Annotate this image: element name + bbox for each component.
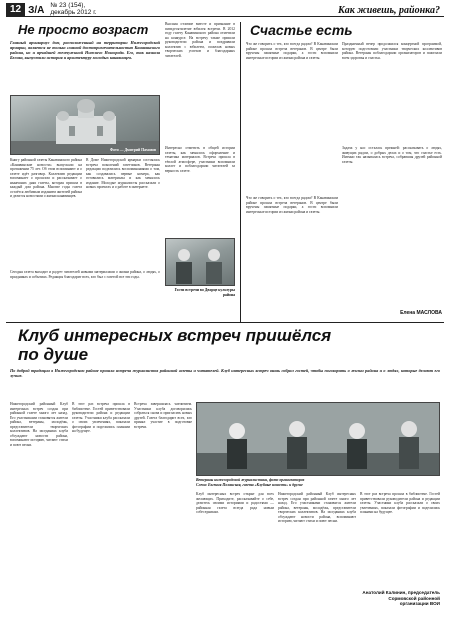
article-body-column: Что же говорить о тех, кто всегда рядом? В Канавинском районе прошла встреча ветеранов. В центре были вручены памятные подарки, а гости вспомнили интересные истории из жизни района и газеты. [246, 42, 338, 60]
section-divider [6, 322, 444, 323]
article-body-column: Что же говорить о тех, кто всегда рядом? В Канавинском районе прошла встреча ветеранов. В центре были вручены памятные подарки, а гости вспомнили интересные истории из жизни района и газеты. [246, 196, 338, 214]
article-body-column: Высшая отличие вместе и признание в пятидесятилетие юбилея встречи. В 2012 году газету Канавинского района отметили на конкурсе. На встречу также пришли руководители района и поздравили коллектив с юбилеем, пожелав новых творческих успехов и благодарных читателей. [165, 22, 235, 58]
article-photo [10, 95, 160, 155]
article-body-column: В Доме Нижегородской ярмарки состоялась встреча поколений газетчиков. Ветераны редакции поделились воспоминаниями о том, как создавались первые номера, как готовились материалы и как менялось издание. Молодые журналисты рассказали о новых проектах и о работе в интернете. [86, 158, 160, 189]
article-body-column: Нижегородский районный Клуб интересных встреч создан при районной газете много лет назад. Его участниками становятся жители района, ветераны, молодёжь, представители творческих коллективов. На заседаниях клуба обсуждают новости района, вспоминают историю, читают стихи и поют песни. [278, 492, 356, 523]
article-author: Елена МАСЛОВА [400, 310, 442, 316]
cathedral-icon [11, 96, 160, 155]
event-photo [196, 402, 440, 476]
issue-number: № 23 (154), [50, 2, 86, 9]
column-divider [240, 22, 241, 322]
article-body-column: Праздничный вечер продолжился концертной программой, которую подготовили участники творческих коллективов района. Ветераны поблагодарили организаторов и пожелали всем здоровья и счастья. [342, 42, 442, 60]
article-body-column: Интересно отметить в общей истории газеты, как менялось оформление и тематика материалов. Встреча прошла в тёплой атмосфере, участники вспомнили коллег и поблагодарили читателей за верность газете. [165, 146, 235, 173]
article-lead: Главный архивариус дом, расположенный на территории Нижегородской ярмарки, является не только главной достопримечательностью Канавинского района, но и ярчайшей жемчужиной Нижнего Новгорода. Его, так назвала Белова, выпустили история и архитектуру молодых канавинцев. [10, 40, 160, 60]
article-author: Анатолий Калинин, председатель Сормовской районной организации ВОИ [362, 590, 440, 606]
group-icon [197, 403, 440, 476]
section-rubric: Как живешь, районка? [337, 5, 440, 16]
page-number: 12 [6, 3, 25, 16]
photo-caption [196, 478, 440, 487]
newspaper-logo: З/А [28, 5, 45, 16]
article-title: Не просто возраст [18, 22, 149, 37]
photo-caption-line2: Слева: Евгения Полянская, газета «Клубные новости» и другие [196, 482, 303, 487]
article-body-column: Встреча завершилась чаепитием. Участники клуба договорились собраться снова и пригласить новых друзей. Газета благодарит всех, кто принял участие в подготовке встречи. [134, 402, 192, 429]
article-body-column: Книгу районной газеты Канавинского района «Канавинские новости» выпускали на протяжении 75 лет. Об этом вспоминают и о газете идёт разговор. Коллектив редакции вспоминает о прошлом и рассказывает о нынешних днях газеты, которая пришла в каждый дом района. Многие годы газета остаётся любимым изданием жителей района и делится новостями о жизни канавинцев. [10, 158, 82, 198]
photo-credit: Фото — Дмитрий Пахомов [109, 147, 156, 152]
article-body-column: В этот раз встреча прошла в библиотеке. Гостей приветствовали руководители района и редакции газеты. Участники клуба рассказали о своих увлечениях, показали фотографии и поделились планами на будущее. [72, 402, 130, 433]
article-body-column: Клуб интересных встреч открыт для всех желающих. Приходите, рассказывайте о себе, делитесь своими историями и радостями — районная газета всегда рада новым собеседникам. [196, 492, 274, 514]
issue-date: декабрь 2012 г. [50, 9, 97, 16]
article-body-column: Нижегородский районный Клуб интересных встреч создан при районной газете много лет назад. Его участниками становятся жители района, ветераны, молодёжь, представители творческих коллективов. На заседаниях клуба обсуждают новости района, вспоминают историю, читают стихи и поют песни. [10, 402, 68, 447]
article-body-column: Сегодня газета выходит и радует читателей новыми материалами о жизни района, о людях, о праздниках и событиях. Редакция благодарит всех, кто был с газетой все эти годы. [10, 270, 160, 279]
article-body-column: Задача у нас осталась прежней: рассказывать о людях, живущих рядом, о добрых делах и о том, что счастье есть. Именно так называлась встреча, собравшая друзей районной газеты. [342, 146, 442, 164]
article-title: Клуб интересных встреч пришёлся по душе [18, 326, 332, 364]
article-body-column: В этот раз встреча прошла в библиотеке. Гостей приветствовали руководители района и редакции газеты. Участники клуба рассказали о своих увлечениях, показали фотографии и поделились планами на будущее. [360, 492, 440, 514]
photo-caption: Гости встречи во Дворце культуры района [174, 288, 235, 297]
article-lead: По доброй традиции в Нижегородском районе прошла встреча журналистов районной газеты и читателей. Клуб интересных встреч вновь собрал гостей, чтобы поговорить о жизни района и о людях, которые делают его лучше. [10, 368, 440, 378]
photo-caption-line1: Ветераны нижегородской журналистики, фото организаторов [196, 478, 305, 482]
event-photo [165, 238, 235, 286]
people-icon [166, 239, 235, 286]
page-header [6, 3, 444, 17]
article-title: Счастье есть [250, 22, 353, 38]
issue-info [50, 2, 96, 16]
